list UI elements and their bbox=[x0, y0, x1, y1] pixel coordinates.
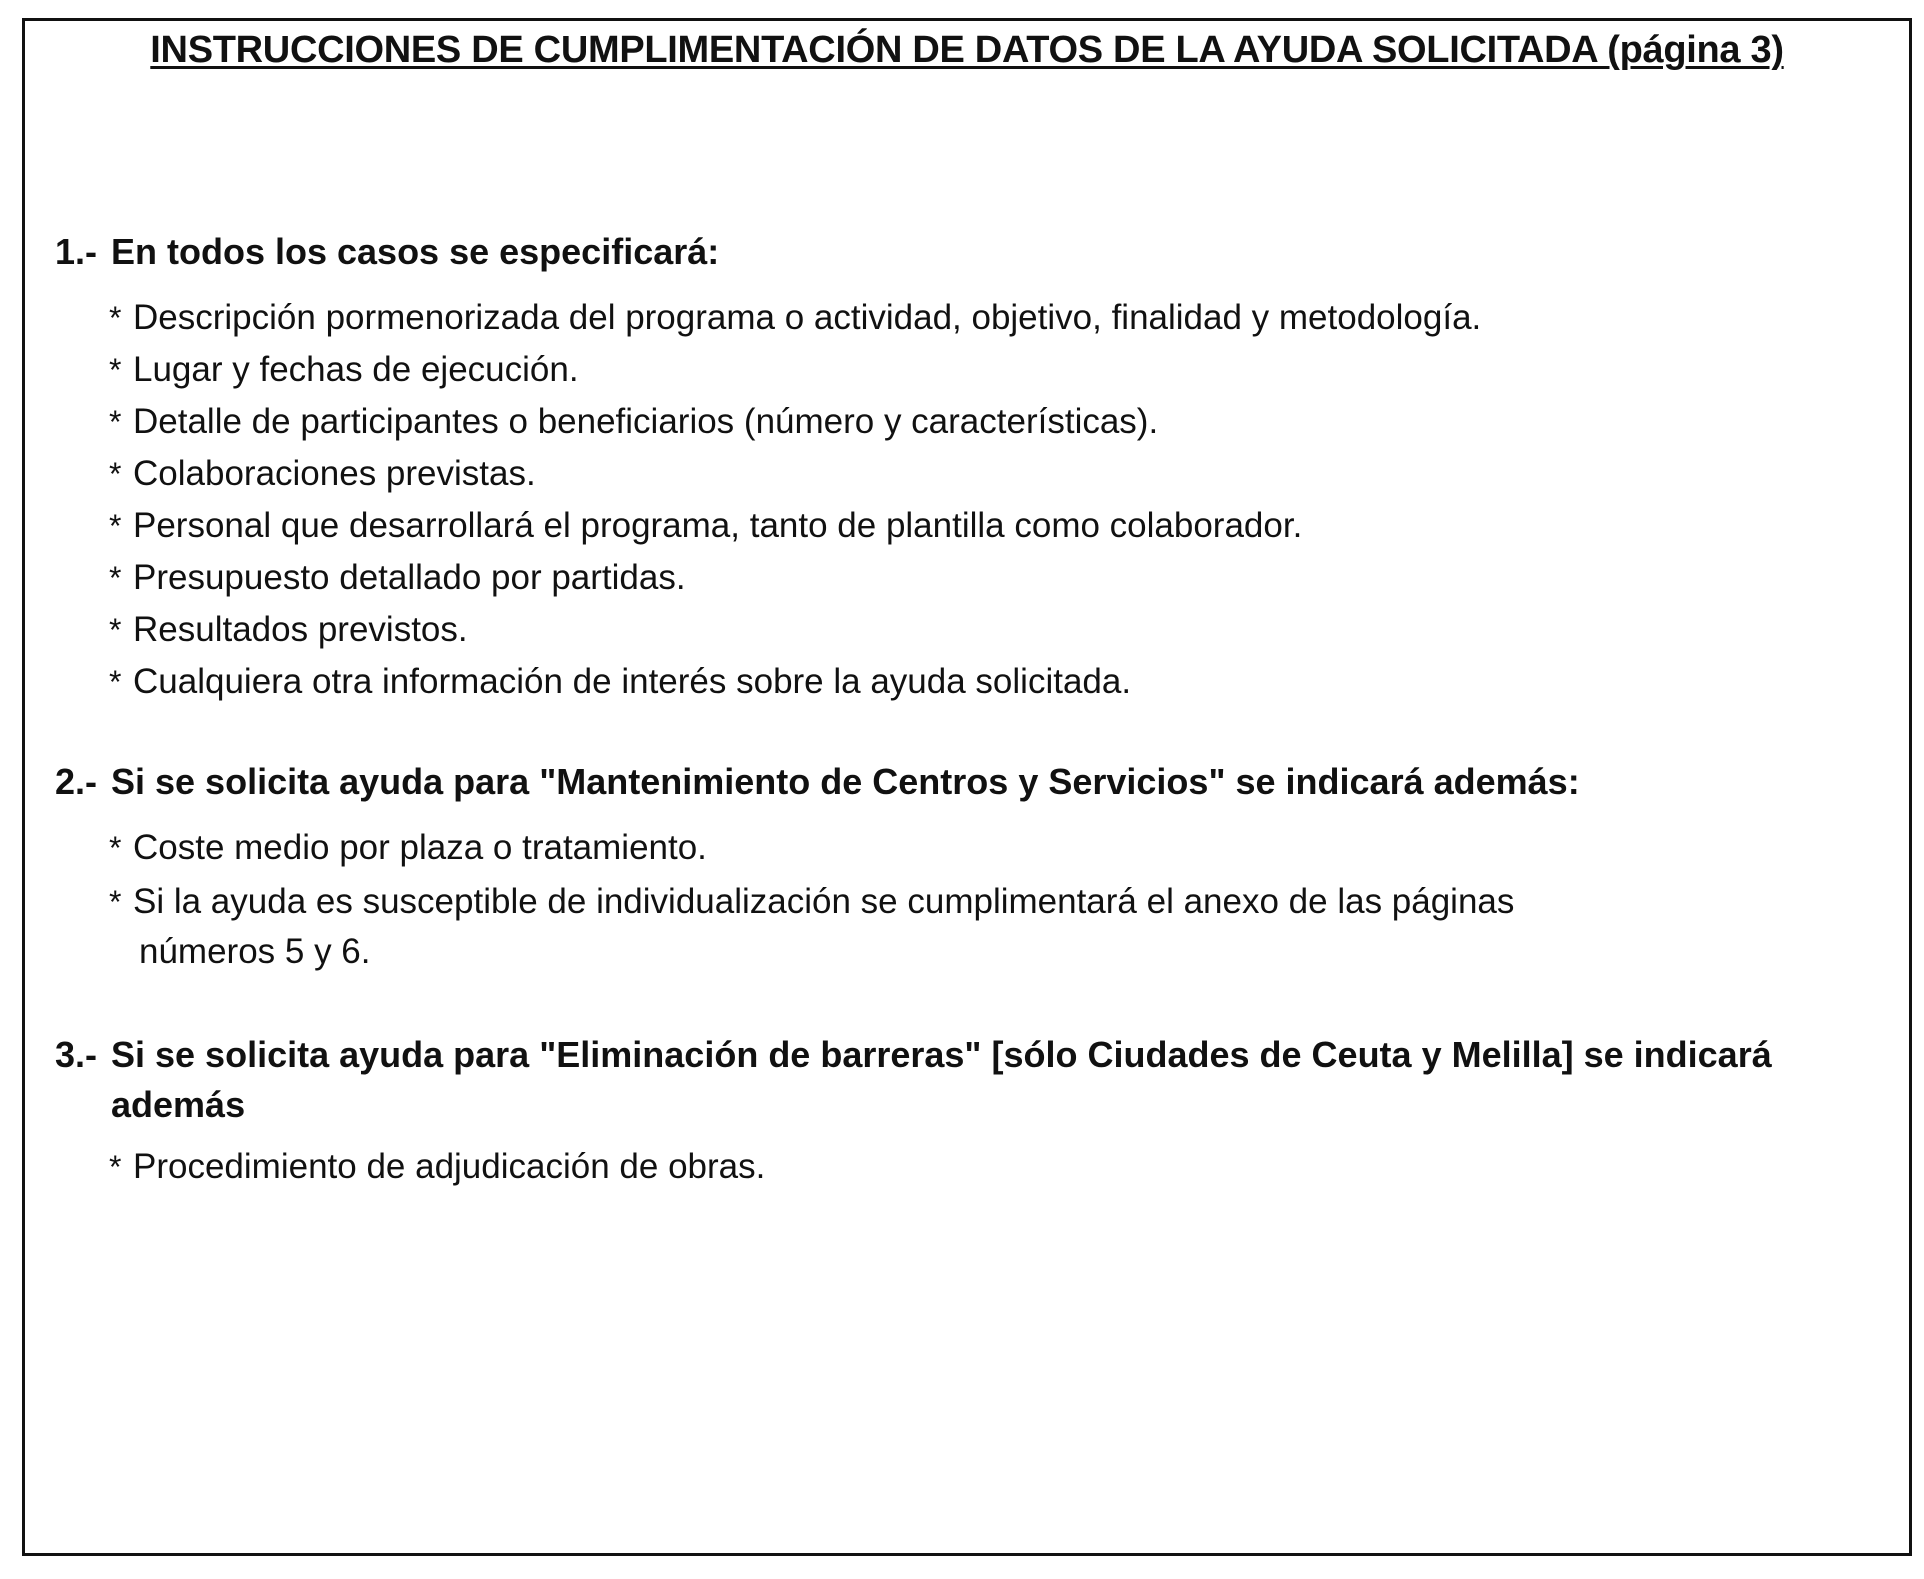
section-number: 1.- bbox=[55, 231, 98, 272]
list-item-text: Procedimiento de adjudicación de obras. bbox=[133, 1147, 766, 1186]
section-heading-continuation: además bbox=[111, 1084, 246, 1125]
list-item-text: Descripción pormenorizada del programa o actividad, objetivo, finalidad y metodología. bbox=[133, 298, 1482, 337]
section-3-heading bbox=[55, 1024, 1772, 1086]
bullet-icon: * bbox=[109, 404, 122, 440]
section-number: 2.- bbox=[55, 761, 98, 802]
bullet-icon: * bbox=[109, 300, 122, 336]
bullet-icon: * bbox=[109, 456, 122, 492]
bullet-icon: * bbox=[109, 352, 122, 388]
bullet-icon: * bbox=[109, 612, 122, 648]
list-item-text: Lugar y fechas de ejecución. bbox=[133, 350, 579, 389]
section-heading-text: En todos los casos se especificará: bbox=[111, 231, 720, 272]
list-item-text: Coste medio por plaza o tratamiento. bbox=[133, 828, 707, 867]
bullet-icon: * bbox=[109, 830, 122, 866]
section-heading-text: Si se solicita ayuda para "Mantenimiento de Centros y Servicios" se indicará además: bbox=[111, 761, 1580, 802]
bullet-icon: * bbox=[109, 1149, 122, 1185]
list-item-text: Presupuesto detallado por partidas. bbox=[133, 558, 686, 597]
list-item-text: Si la ayuda es susceptible de individualización se cumplimentará el anexo de las páginas bbox=[133, 882, 1515, 921]
list-item-text: Detalle de participantes o beneficiarios (número y características). bbox=[133, 402, 1159, 441]
bullet-icon: * bbox=[109, 664, 122, 700]
bullet-icon: * bbox=[109, 884, 122, 920]
section-2-heading bbox=[55, 751, 1580, 813]
list-item-text: Colaboraciones previstas. bbox=[133, 454, 536, 493]
list-item-text: Personal que desarrollará el programa, tanto de plantilla como colaborador. bbox=[133, 506, 1303, 545]
page-title: INSTRUCCIONES DE CUMPLIMENTACIÓN DE DATOS DE LA AYUDA SOLICITADA (página 3) bbox=[150, 29, 1784, 71]
list-item bbox=[109, 817, 707, 879]
bullet-icon: * bbox=[109, 508, 122, 544]
section-number: 3.- bbox=[55, 1034, 98, 1075]
section-1-heading bbox=[55, 221, 719, 283]
list-item bbox=[109, 651, 1131, 713]
list-item-continuation: números 5 y 6. bbox=[139, 932, 371, 971]
section-heading-text: Si se solicita ayuda para "Eliminación de barreras" [sólo Ciudades de Ceuta y Melilla] se indicará bbox=[111, 1034, 1772, 1075]
list-item bbox=[109, 1136, 765, 1198]
bullet-icon: * bbox=[109, 560, 122, 596]
instructions-frame bbox=[22, 18, 1912, 1556]
list-item-text: Resultados previstos. bbox=[133, 610, 468, 649]
list-item-text: Cualquiera otra información de interés sobre la ayuda solicitada. bbox=[133, 662, 1132, 701]
